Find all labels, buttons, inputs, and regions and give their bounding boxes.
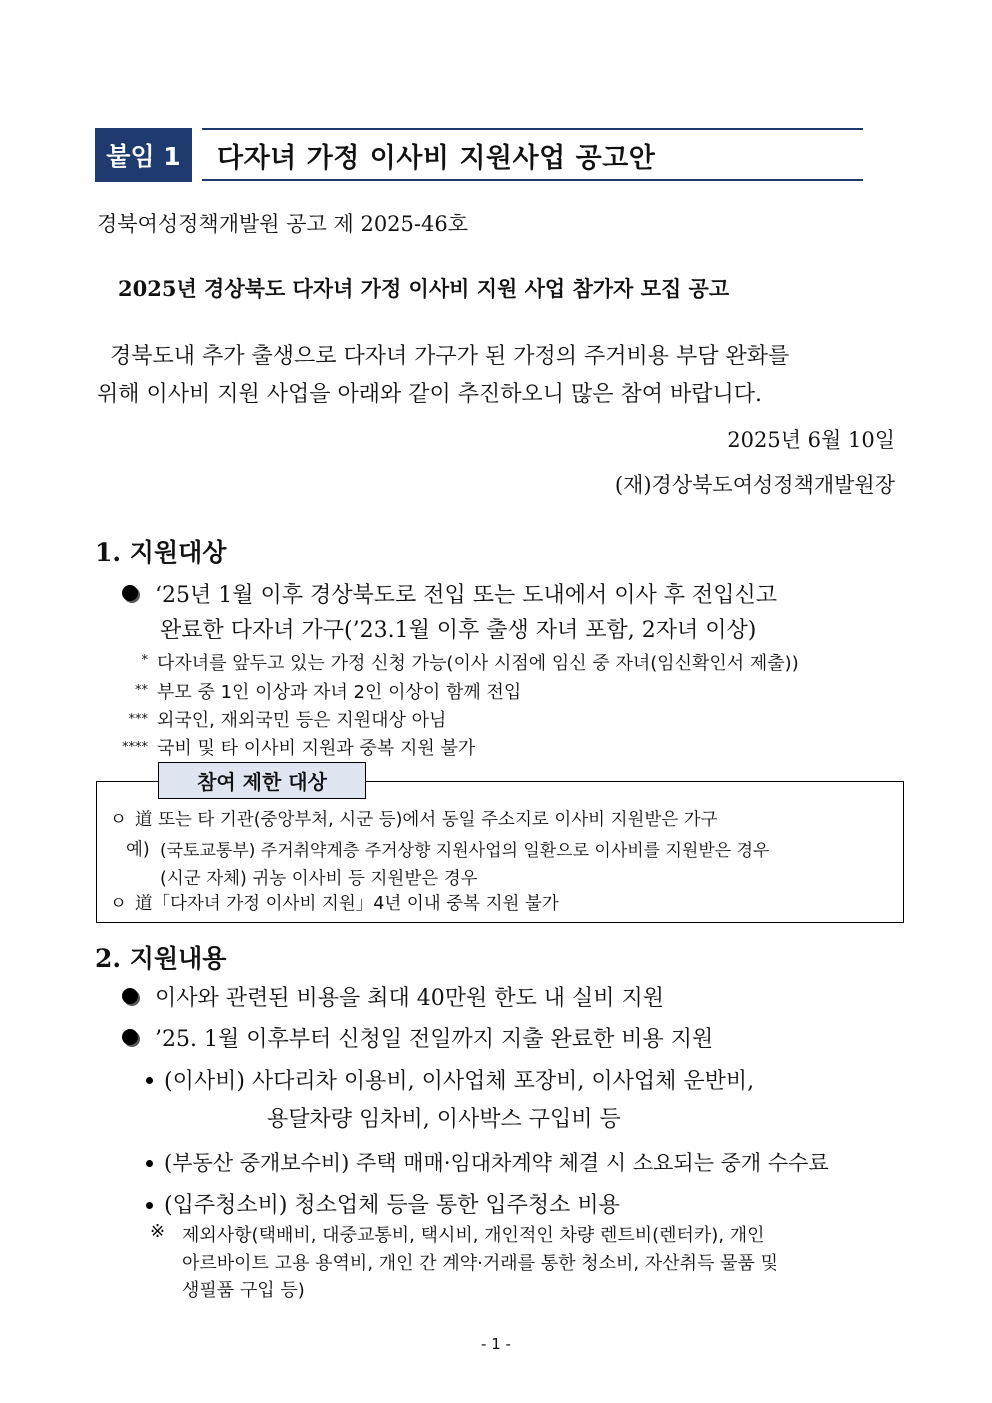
note-mark: ***: [128, 712, 148, 727]
eligibility-line-2: 완료한 다자녀 가구(’23.1월 이후 출생 자녀 포함, 2자녀 이상): [160, 618, 757, 643]
restriction-example-mark: 예): [126, 840, 150, 860]
bullet-dot-icon: [146, 1202, 153, 1209]
restriction-example-1: (국토교통부) 주거취약계층 주거상향 지원사업의 일환으로 이사비를 지원받은 경우: [160, 841, 770, 861]
restriction-mark: ㅇ: [110, 810, 127, 830]
restriction-mark: ㅇ: [110, 894, 127, 914]
exclusion-mark: ※: [150, 1221, 166, 1242]
note-text: 부모 중 1인 이상과 자녀 2인 이상이 함께 전입: [157, 682, 522, 703]
eligibility-line-1: ‘25년 1월 이후 경상북도로 전입 또는 도내에서 이사 후 전입신고: [155, 583, 777, 608]
moving-cost-line-2: 용달차량 임차비, 이사박스 구입비 등: [267, 1107, 621, 1132]
header-rule-bottom: [202, 179, 863, 181]
document-header-title: 다자녀 가정 이사비 지원사업 공고안: [217, 143, 656, 174]
bullet-dot-icon: [146, 1077, 153, 1084]
bullet-circle-icon: [122, 1029, 138, 1045]
exclusion-line-1: 제외사항(택배비, 대중교통비, 택시비, 개인적인 차량 렌트비(렌터카), 개인: [182, 1225, 765, 1246]
note-mark: *: [141, 653, 148, 668]
announcement-title: 2025년 경상북도 다자녀 가정 이사비 지원 사업 참가자 모집 공고: [118, 276, 730, 301]
cleaning-fee-line: (입주청소비) 청소업체 등을 통한 입주청소 비용: [164, 1193, 620, 1218]
issuing-organization: (재)경상북도여성정책개발원장: [614, 473, 895, 497]
section-2-title: 2. 지원내용: [95, 944, 227, 973]
support-bullet-2: ’25. 1월 이후부터 신청일 전일까지 지출 완료한 비용 지원: [155, 1027, 714, 1052]
support-bullet-1: 이사와 관련된 비용을 최대 40만원 한도 내 실비 지원: [155, 986, 664, 1011]
bullet-circle-icon: [122, 988, 138, 1004]
announcement-date: 2025년 6월 10일: [727, 428, 895, 452]
attachment-badge: 붙임 1: [95, 128, 192, 182]
bullet-dot-icon: [146, 1160, 153, 1167]
exclusion-line-3: 생필품 구입 등): [182, 1280, 305, 1301]
intro-line-2: 위해 이사비 지원 사업을 아래와 같이 추진하오니 많은 참여 바랍니다.: [97, 382, 762, 407]
exclusion-line-2: 아르바이트 고용 용역비, 개인 간 계약·거래를 통한 청소비, 자산취득 물품 및: [182, 1253, 779, 1274]
brokerage-fee-line: (부동산 중개보수비) 주택 매매·임대차계약 체결 시 소요되는 중개 수수료: [164, 1151, 829, 1175]
note-text: 다자녀를 앞두고 있는 가정 신청 가능(이사 시점에 임신 중 자녀(임신확인서 제출)): [157, 653, 799, 674]
bullet-circle-icon: [122, 585, 138, 601]
moving-cost-line-1: (이사비) 사다리차 이용비, 이사업체 포장비, 이사업체 운반비,: [164, 1069, 755, 1094]
restriction-line-1: 道 또는 타 기관(중앙부처, 시군 등)에서 동일 주소지로 이사비 지원받은 가구: [135, 810, 718, 830]
note-text: 국비 및 타 이사비 지원과 중복 지원 불가: [157, 738, 476, 759]
page-number: - 1 -: [481, 1335, 511, 1353]
restriction-example-2: (시군 자체) 귀농 이사비 등 지원받은 경우: [160, 869, 478, 889]
notice-number: 경북여성정책개발원 공고 제 2025-46호: [97, 212, 469, 236]
header-rule-top: [202, 128, 863, 130]
section-1-title: 1. 지원대상: [95, 538, 227, 567]
intro-line-1: 경북도내 추가 출생으로 다자녀 가구가 된 가정의 주거비용 부담 완화를: [110, 344, 790, 369]
note-mark: **: [135, 683, 148, 698]
restriction-label: 참여 제한 대상: [158, 762, 366, 799]
restriction-line-2: 道「다자녀 가정 이사비 지원」4년 이내 중복 지원 불가: [135, 894, 559, 914]
note-mark: ****: [122, 740, 148, 755]
note-text: 외국인, 재외국민 등은 지원대상 아님: [157, 710, 447, 731]
